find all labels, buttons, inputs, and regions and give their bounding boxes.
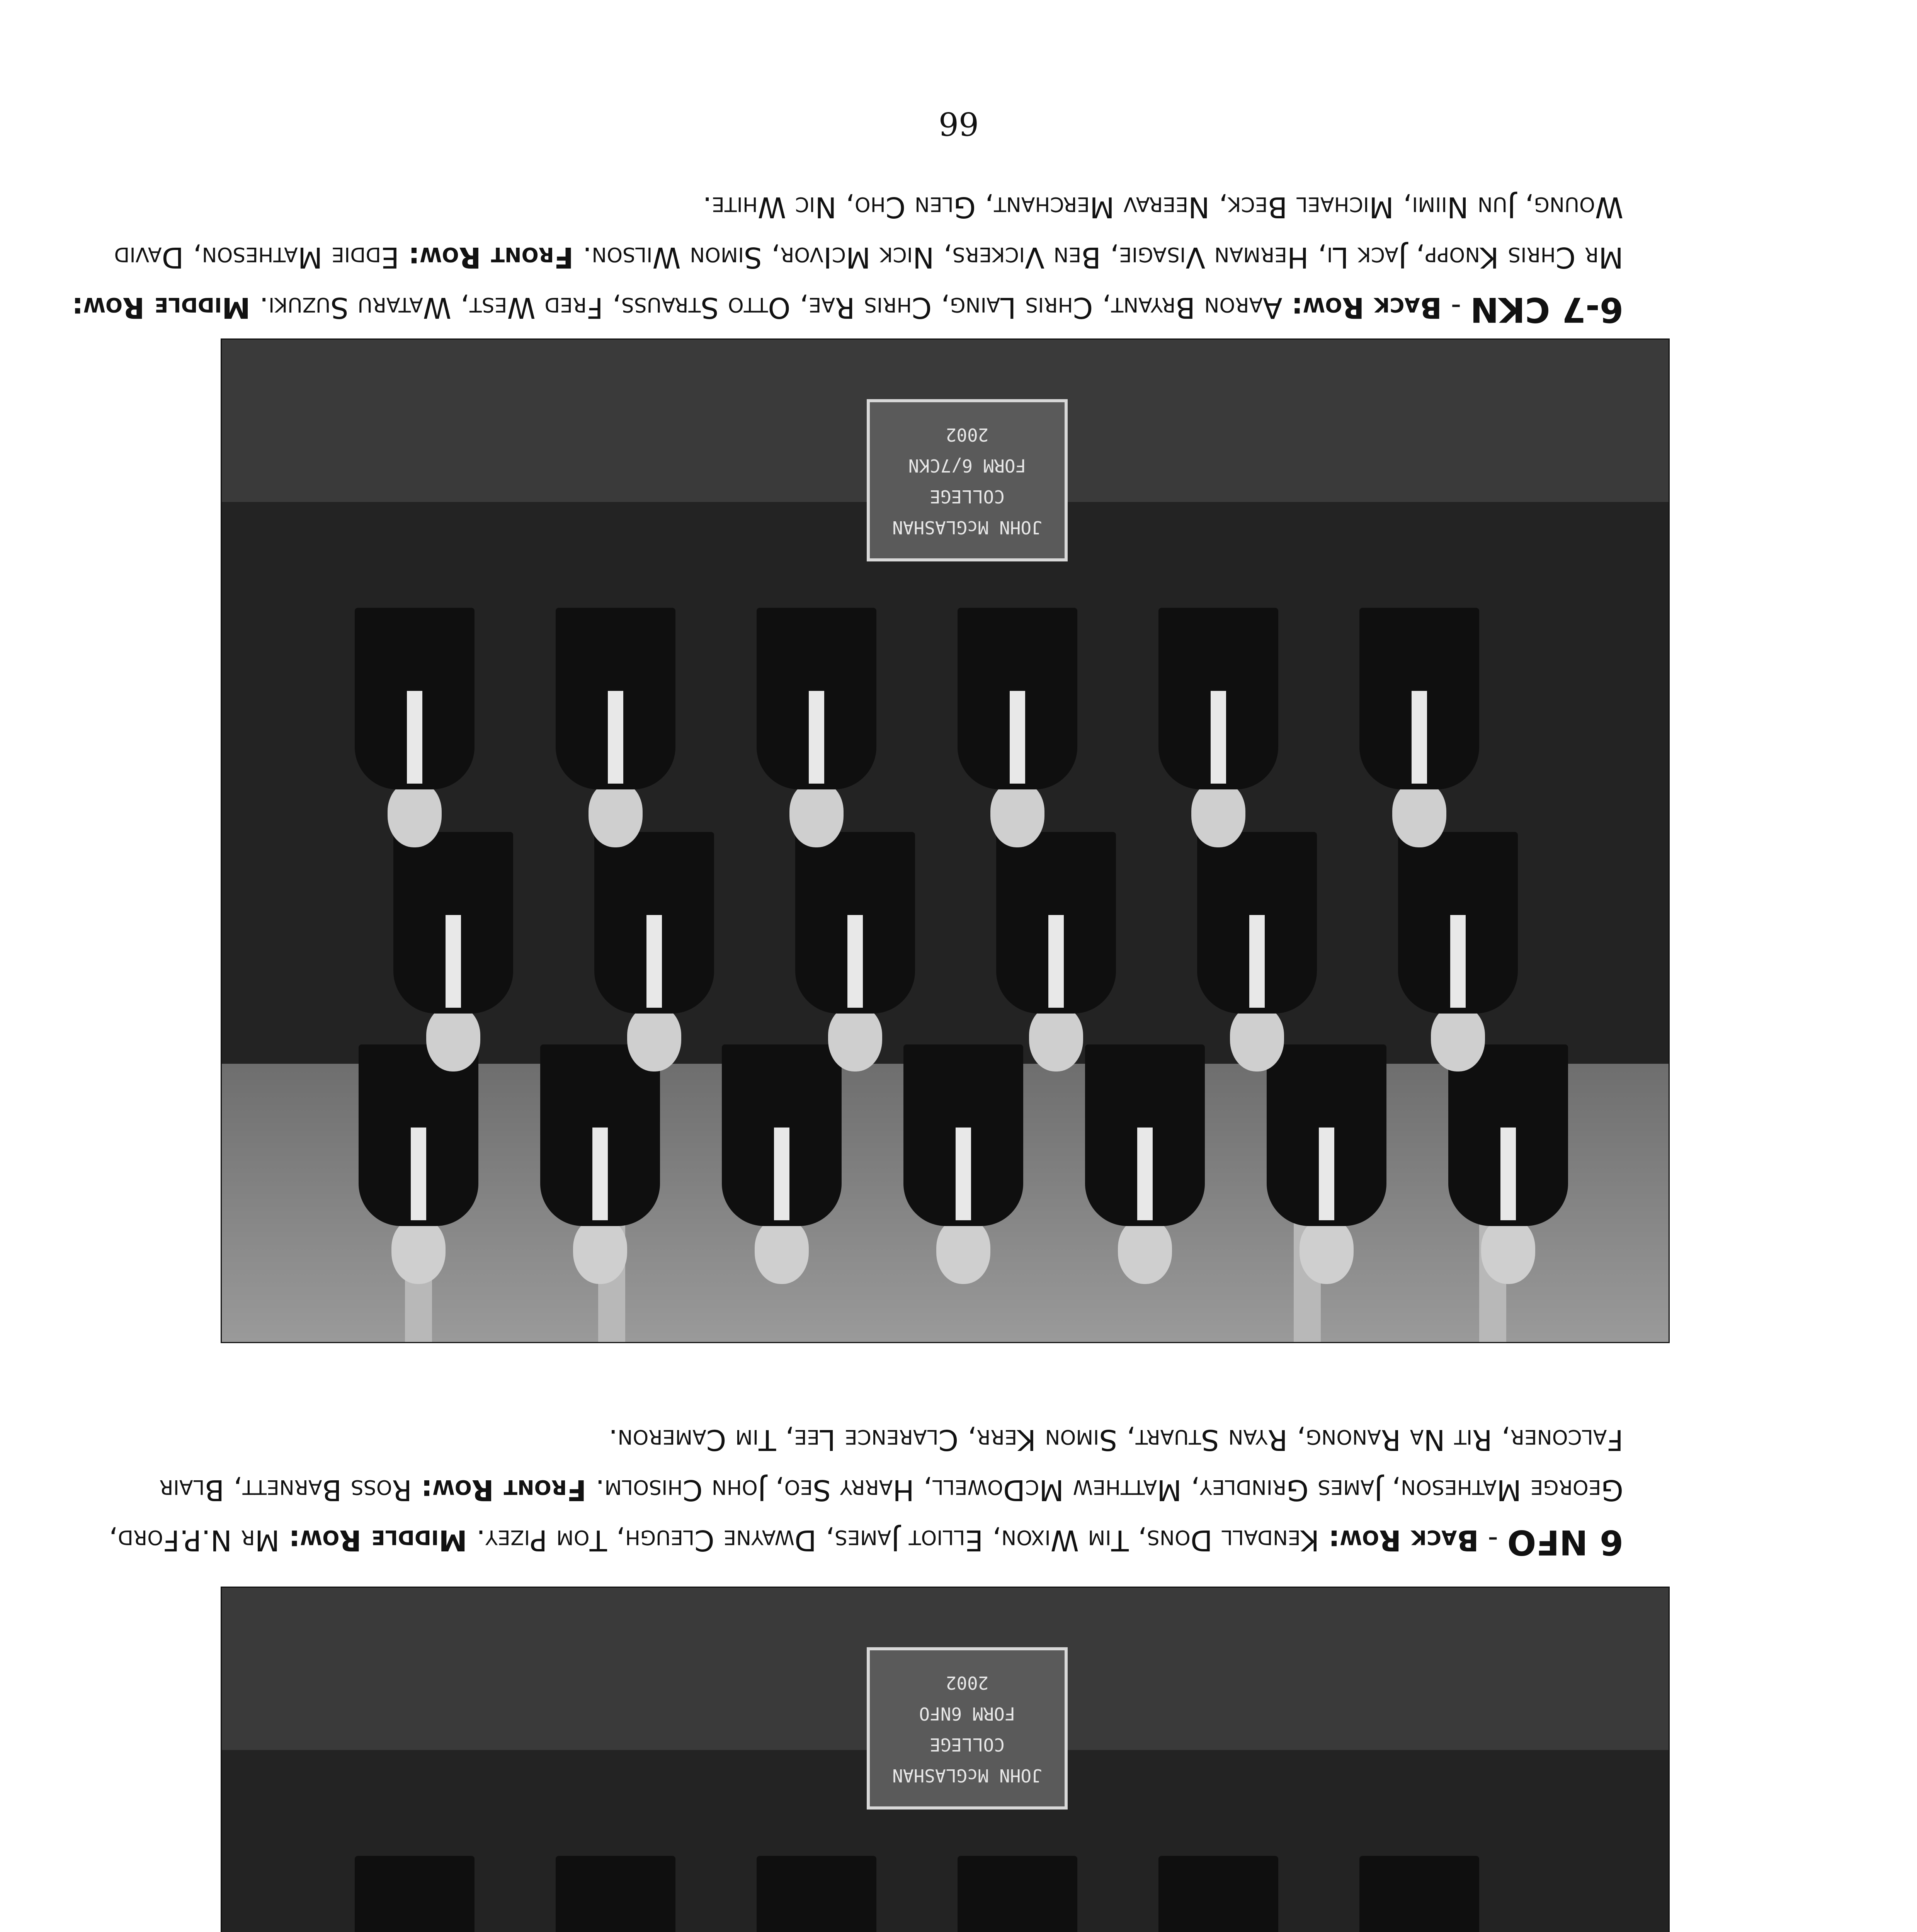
plaque-line: JOHN McGLASHAN — [892, 1765, 1042, 1786]
plaque-line: JOHN McGLASHAN — [892, 517, 1042, 538]
middle-row-names: Mr Chris Knopp, Jack Li, Herman Visagie, Ben Vickers, Nick McIvor, Simon Wilson. — [582, 241, 1623, 274]
form-plaque — [867, 1647, 1068, 1810]
plaque-line: 2002 — [946, 1672, 989, 1693]
page-number: 66 — [938, 105, 979, 141]
front-row-label: Front Row: — [421, 1473, 587, 1507]
back-row-names: Aaron Bryant, Chris Laing, Chris Rae, Otto Strauss, Fred West, Wataru Suzuki. — [259, 291, 1283, 324]
plaque-line: COLLEGE — [930, 1734, 1005, 1755]
plaque-line: 2002 — [946, 424, 989, 445]
middle-row-label: Middle Row: — [289, 1524, 468, 1557]
front-row-names: Eddie Matheson, David Woung, Jun Niimi, Michael Beck, Neerav Merchant, Glen Cho, Nic White. — [114, 190, 1623, 274]
caption-6-7-ckn: 6-7 CKN - Back Row: Aaron Bryant, Chris Laing, Chris Rae, Otto Strauss, Fred West, Wataru Suzuki. Middle Row: Mr Chris Knopp, Jack Li, Herman Visagie, Ben Vickers, Nick McIvor, Simon Wilson. Front Row: Eddie Matheson, David Woung, Jun Niimi, Michael Beck, Neerav Merchant, Glen Cho, Nic White. — [71, 190, 1623, 330]
class-photo-6-7-ckn — [221, 338, 1670, 1343]
form-plaque — [867, 399, 1068, 561]
back-row-label: Back Row: — [1291, 291, 1442, 324]
back-row-names: Kendall Dons, Tim Wixon, Elliot James, Dwayne Cleugh, Tom Pizey. — [476, 1524, 1320, 1557]
caption-heading: 6-7 CKN — [1470, 290, 1623, 330]
front-row-names: Ross Barnett, Blair Falconer, Rit Na Ranong, Ryan Stuart, Simon Kerr, Clarence Lee, Tim Cameron. — [159, 1423, 1623, 1507]
front-row-label: Front Row: — [408, 241, 574, 274]
back-row-label: Back Row: — [1328, 1524, 1479, 1557]
caption-heading: 6 NFO — [1507, 1522, 1623, 1562]
plaque-line: FORM 6/7CKN — [908, 455, 1026, 476]
plaque-line: COLLEGE — [930, 486, 1005, 507]
class-photo-6-nfo — [221, 1587, 1670, 1932]
middle-row-names: Mr N.P.Ford, George Matheson, James Grindley, Matthew McDowell, Harry Seo, John Chisolm. — [109, 1473, 1623, 1557]
plaque-line: FORM 6NFO — [919, 1703, 1015, 1724]
middle-row-label: Middle Row: — [71, 291, 250, 324]
caption-6-nfo: 6 NFO - Back Row: Kendall Dons, Tim Wixon, Elliot James, Dwayne Cleugh, Tom Pizey. Middle Row: Mr N.P.Ford, George Matheson, James Grindley, Matthew McDowell, Harry Seo, John Chisolm. Front Row: Ross Barnett, Blair Falconer, Rit Na Ranong, Ryan Stuart, Simon Kerr, Clarence Lee, Tim Cameron. — [109, 1423, 1623, 1562]
